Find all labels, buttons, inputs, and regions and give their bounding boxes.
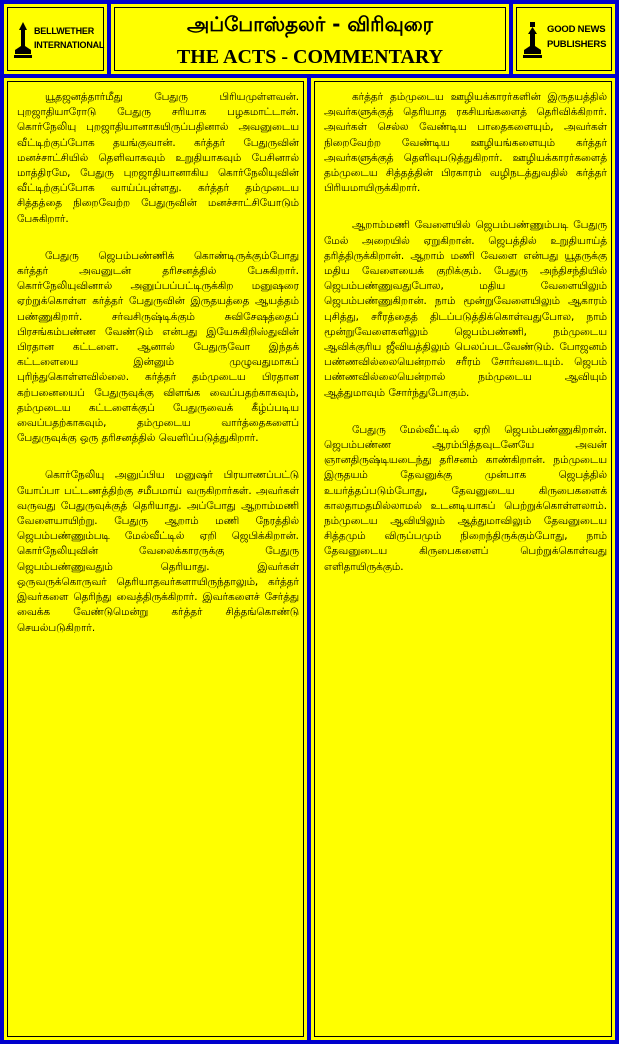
right-column-text bbox=[324, 90, 607, 597]
bellwether-logo bbox=[12, 16, 105, 64]
bellwether-logo-text: BELLWETHER INTERNATIONAL bbox=[34, 26, 105, 50]
right-column bbox=[311, 78, 615, 1040]
good-news-logo-icon bbox=[521, 20, 543, 58]
left-column bbox=[4, 78, 307, 1040]
header-title-panel bbox=[111, 4, 509, 74]
paragraph: யூதஜனத்தார்மீது பேதுரு பிரியமுள்ளவன். புறஜாதியாரோடு பேதுரு சரியாக பழகமாட்டான். கொர்நேலியு புறஜாதியானாகயிருப்பதினால் அவனுடைய வீட்டிற்குப்போக தயங்குவான். கர்த்தர் பேதுருவின் மனச்சாட்சியில் தெளிவாகவும் உறுதியாகவும் பேசினால் மாத்திரமே, பேதுரு புறஜாதியானாகிய கொர்நேலியுவின் வீட்டிற்குப்போக வாய்ப்புள்ளது. கர்த்தர் தம்முடைய சித்தத்தை நிறைவேற்ற பேதுருவின் மனச்சாட்சியோடும் பேசுகிறார். bbox=[17, 91, 299, 225]
paragraph: பேதுரு மேல்வீட்டில் ஏறி ஜெபம்பண்ணுகிறான். ஜெபம்பண்ண ஆரம்பித்தவுடனேயே அவன் ஞானதிருஷ்டியடைந்து தரிசனம் காண்கிறான். நம்முடைய இருதயம் தேவனுக்கு முன்பாக ஜெபத்தில் உயர்த்தப்படும்போது, தேவனுடைய கிருபைகளைக் காலதாமதமில்லாமல் உடனடியாகப் பெற்றுக்கொள்ளலாம். நம்முடைய ஆவியிலும் ஆத்துமாவிலும் தேவனுடைய சித்தமும் விருப்பமும் நிறைந்திருக்கும்போது, நாம் தேவனுடைய கிருபைகளைப் பெற்றுக்கொள்வது எளிதாயிருக்கும். bbox=[324, 423, 607, 573]
paragraph: கொர்நேலியு அனுப்பிய மனுஷர் பிரயாணப்பட்டு யோப்பா பட்டணத்திற்கு சமீபமாய் வருகிறார்கள். அவர்கள் வருவது பேதுருவுக்குத் தெரியாது. அப்போது ஆறாம்மணி வேளையாயிற்று. பேதுரு ஆறாம் மணி நேரத்தில் ஜெபம்பண்ணும்படி மேல்வீட்டில் ஏறி ஜெபிக்கிறான். கொர்நேலியுவின் வேலைக்காரருக்கு பேதுரு ஜெபம்பண்ணுவதும் தெரியாது. இவர்கள் ஒருவருக்கொருவர் தெரியாதவர்களாயிருந்தாலும், கர்த்தர் இவர்களை தெரிந்து வைத்திருக்கிறார். இவர்களைச் சேர்த்து வைக்க வேண்டுமென்று கர்த்தர் சித்தங்கொண்டு செயல்படுகிறார். bbox=[17, 469, 299, 634]
tamil-title: அப்போஸ்தலர் - விரிவுரை bbox=[187, 12, 433, 36]
header-right-panel bbox=[513, 4, 615, 74]
paragraph: ஆறாம்மணி வேளையில் ஜெபம்பண்ணும்படி பேதுரு மேல் அறையில் ஏறுகிறான். ஜெபத்தில் உறுதியாய்த் தரித்திருக்கிறான். ஆறாம் மணி வேளை என்பது யூதருக்கு மதிய வேளையைக் குறிக்கும். பேதுரு அந்திசந்தியில் ஜெபம்பண்ணுவதுபோல, மதிய வேளையிலும் ஜெபம்பண்ணுகிறான். நாம் மூன்றுவேளையிலும் ஆகாரம் புசித்து, சரீரத்தைத் திடப்படுத்திக்கொள்வதுபோல, நாம் மூன்றுவேளைகளிலும் ஜெபம்பண்ணி, நம்முடைய ஆவிக்குரிய ஜீவியத்திலும் பெலப்படவேண்டும். போஜனம் பண்ணவில்லையென்றால் சரீரம் சோர்வடையும். ஜெபம் பண்ணவில்லையென்றால் நம்முடைய ஆவியும் ஆத்துமாவும் சோர்ந்துபோகும். bbox=[324, 219, 607, 399]
left-column-text bbox=[17, 90, 299, 658]
bellwether-logo-icon bbox=[12, 20, 34, 58]
paragraph: கர்த்தர் தம்முடைய ஊழியக்காரர்களின் இருதயத்தில் அவர்களுக்குத் தெரியாத ரகசியங்களைத் தெரிவிக்கிறார். அவர்கள் செல்ல வேண்டிய பாதைகளையும், அவர்கள் நிறைவேற்ற வேண்டிய ஊழியங்களையும் கர்த்தர் அவர்களுக்குத் தெளிவுபடுத்துகிறார். ஊழியக்காரர்களைத் தம்முடைய சித்தத்தின் பிரகாரம் வழிநடத்துவதில் கர்த்தர் பிரியமாயிருக்கிறார். bbox=[324, 91, 607, 195]
good-news-logo bbox=[521, 16, 609, 64]
header-left-panel bbox=[4, 4, 107, 74]
english-title: THE ACTS - COMMENTARY bbox=[176, 46, 444, 68]
good-news-logo-text: GOOD NEWS PUBLISHERS bbox=[547, 24, 607, 50]
paragraph: பேதுரு ஜெபம்பண்ணிக் கொண்டிருக்கும்போது கர்த்தர் அவனுடன் தரிசனத்தில் பேசுகிறார். கொர்நேலியுவினால் அனுப்பப்பட்டிருக்கிற மனுஷரை ஏற்றுக்கொள்ள கர்த்தர் பேதுருவின் இருதயத்தை ஆயத்தம் பண்ணுகிறார். சர்வசிருஷ்டிக்கும் சுவிசேஷத்தைப் பிரசங்கம்பண்ண வேண்டும் என்பது இயேசுகிறிஸ்துவின் பிரதான கட்டளை. ஆனால் பேதுருவோ இந்தக் கட்டளையை இன்னும் முழுவதுமாகப் புரிந்துகொள்ளவில்லை. கர்த்தர் தம்முடைய பிரதான கற்பனையைப் பேதுருவுக்கு விளங்க வைப்பதற்காகவும், தம்முடைய கட்டளைக்குப் பேதுருவைக் கீழ்ப்படிய வைப்பதற்காகவும், தம்முடைய வார்த்தைகளைப் பேதுருவுக்கு ஒரு தரிசனத்தில் வெளிப்படுத்துகிறார். bbox=[17, 249, 299, 445]
